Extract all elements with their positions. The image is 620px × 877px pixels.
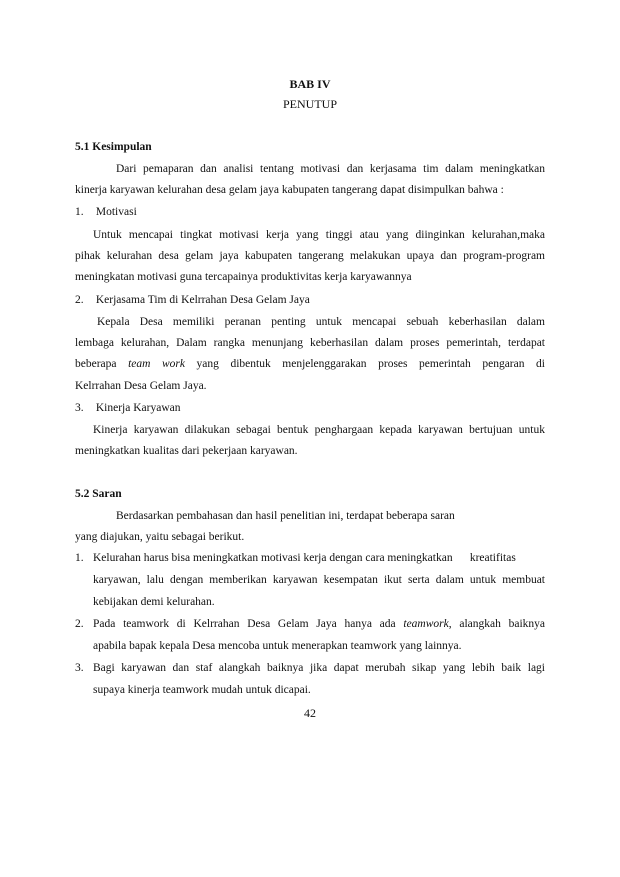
list-number: 3. bbox=[75, 662, 84, 674]
saran-item-3-line-1 bbox=[75, 661, 545, 675]
item-title-motivasi: Motivasi bbox=[95, 206, 137, 218]
kesimpulan-intro-line-1: Dari pemaparan dan analisi tentang motivasi dan kerjasama tim dalam meningkatkan bbox=[116, 163, 545, 175]
kerjasama-line-1: Kepala Desa memiliki peranan penting untuk mencapai sebuah keberhasilan dalam bbox=[97, 316, 545, 328]
item-title-kinerja: Kinerja Karyawan bbox=[95, 402, 181, 414]
list-number: 1. bbox=[75, 206, 84, 218]
kinerja-line-1: Kinerja karyawan dilakukan sebagai bentuk penghargaan kepada karyawan bertujuan untuk bbox=[93, 424, 545, 436]
text-run: beberapa bbox=[75, 358, 129, 370]
italic-term: team work bbox=[128, 358, 185, 370]
section-heading-saran: 5.2 Saran bbox=[75, 488, 122, 500]
section-heading-kesimpulan: 5.1 Kesimpulan bbox=[75, 141, 152, 153]
kerjasama-line-4: Kelrrahan Desa Gelam Jaya. bbox=[75, 380, 207, 392]
item-title-kerjasama: Kerjasama Tim di Kelrrahan Desa Gelam Jaya bbox=[95, 294, 310, 306]
kinerja-line-2: meningkatkan kualitas dari pekerjaan karyawan. bbox=[75, 445, 298, 457]
italic-term: teamwork bbox=[403, 618, 449, 630]
saran-item-1-line-1 bbox=[75, 551, 545, 565]
kerjasama-line-3 bbox=[75, 357, 545, 371]
list-number: 3. bbox=[75, 402, 84, 414]
list-number: 2. bbox=[75, 294, 84, 306]
page-number: 42 bbox=[304, 706, 316, 720]
saran-intro-line-2: yang diajukan, yaitu sebagai berikut. bbox=[75, 531, 245, 543]
saran-item-1-line-3: kebijakan demi kelurahan. bbox=[93, 596, 215, 608]
list-number: 2. bbox=[75, 618, 84, 630]
saran-item-2-line-2: apabila bapak kepala Desa mencoba untuk menerapkan teamwork yang lainnya. bbox=[93, 640, 462, 652]
saran-intro-line-1: Berdasarkan pembahasan dan hasil penelitian ini, terdapat beberapa saran bbox=[116, 510, 455, 522]
list-item-title bbox=[75, 401, 545, 415]
motivasi-line-1: Untuk mencapai tingkat motivasi kerja yang tinggi atau yang diinginkan kelurahan,maka bbox=[93, 229, 545, 241]
text-run: , alangkah baiknya bbox=[448, 618, 545, 630]
list-number: 1. bbox=[75, 552, 84, 564]
kerjasama-line-2: lembaga kelurahan, Dalam rangka menunjang keberhasilan dalam proses pemerintah, terdapat bbox=[75, 337, 545, 349]
text-run: Pada teamwork di Kelrrahan Desa Gelam Jaya hanya ada bbox=[93, 618, 404, 630]
chapter-label: BAB IV bbox=[289, 77, 331, 91]
text-run: yang dibentuk menjelenggarakan proses pemerintah pengaran di bbox=[184, 358, 545, 370]
chapter-title: PENUTUP bbox=[282, 97, 337, 111]
kesimpulan-intro-line-2: kinerja karyawan kelurahan desa gelam jaya kabupaten tangerang dapat disimpulkan bahwa : bbox=[75, 184, 504, 196]
list-item-title bbox=[75, 205, 545, 219]
motivasi-line-2: pihak kelurahan desa gelam jaya kabupaten tangerang melakukan upaya dan program-program bbox=[75, 250, 545, 262]
text-run: Kelurahan harus bisa meningkatkan motivasi kerja dengan cara meningkatkan kreatifitas bbox=[93, 552, 516, 564]
list-item-title bbox=[75, 293, 545, 307]
saran-item-3-line-2: supaya kinerja teamwork mudah untuk dicapai. bbox=[93, 684, 311, 696]
motivasi-line-3: meningkatan motivasi guna tercapainya produktivitas kerja karyawannya bbox=[75, 271, 412, 283]
saran-item-2-line-1 bbox=[75, 617, 545, 631]
text-run: Bagi karyawan dan staf alangkah baiknya jika dapat merubah sikap yang lebih baik lagi bbox=[93, 662, 545, 674]
saran-item-1-line-2: karyawan, lalu dengan memberikan karyawan kesempatan ikut serta dalam untuk membuat bbox=[93, 574, 545, 586]
